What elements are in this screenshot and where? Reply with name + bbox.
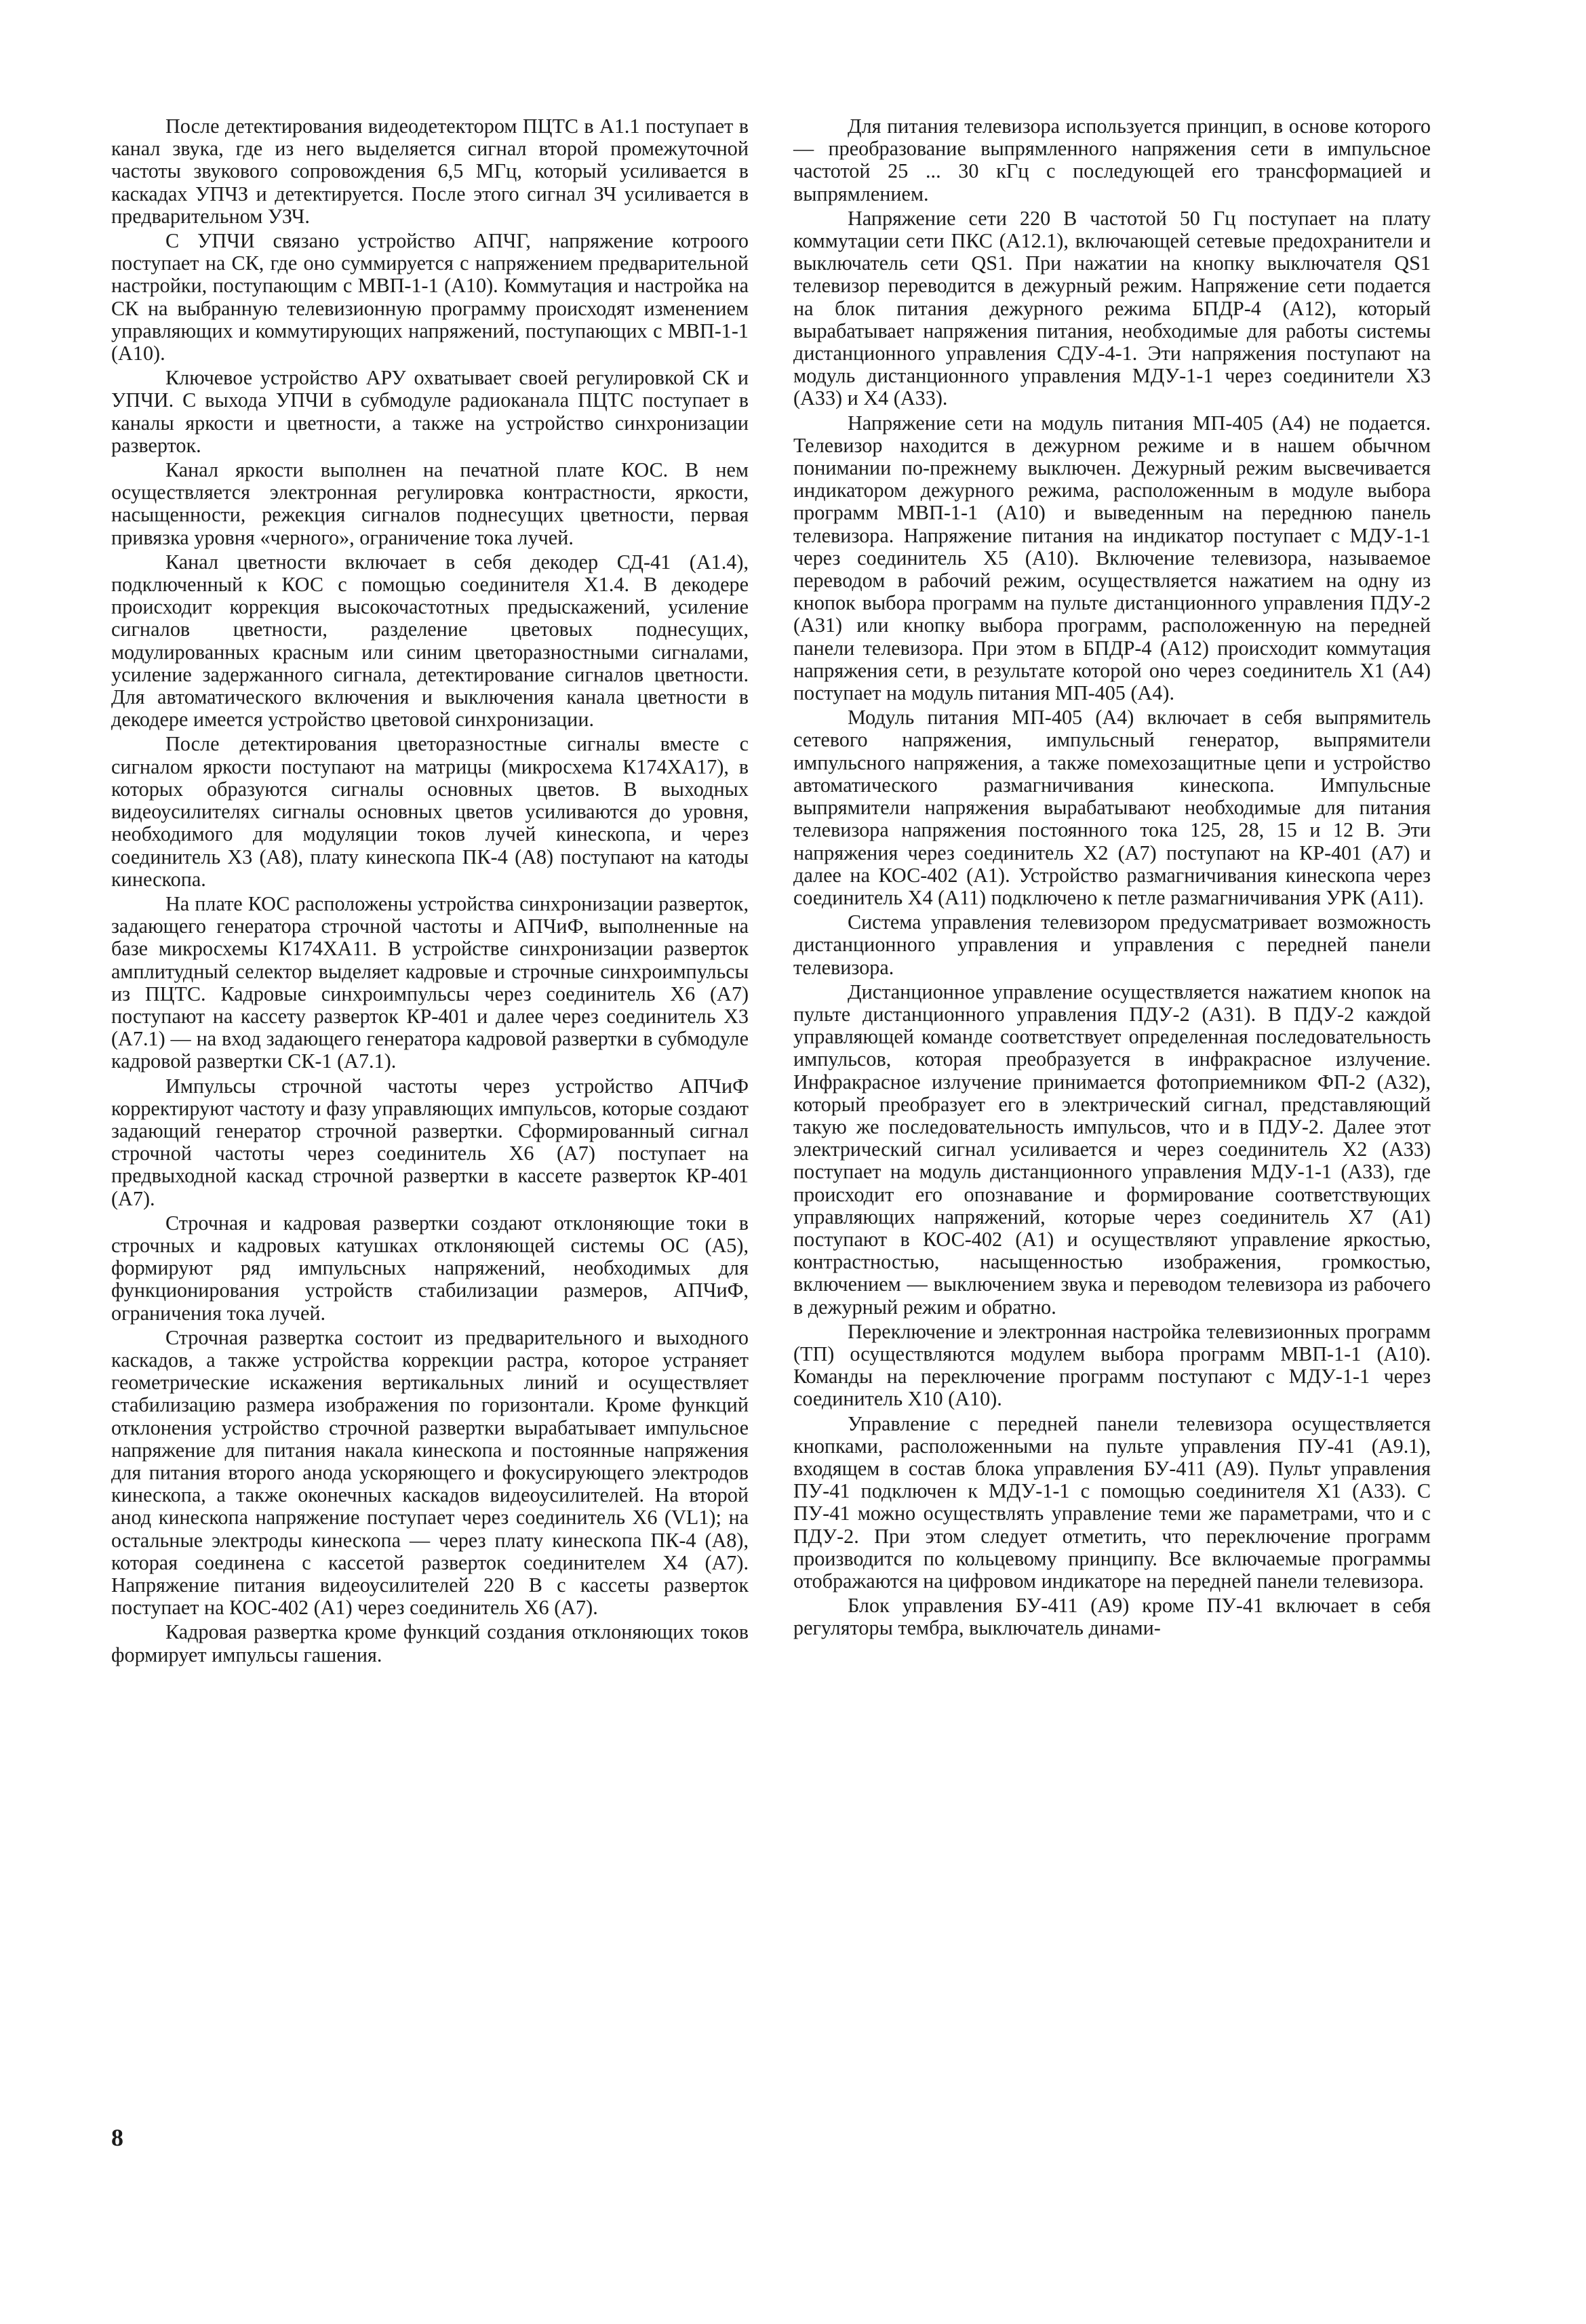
paragraph: Импульсы строчной частоты через устройство АПЧиФ корректируют частоту и фазу управляющих импульсов, которые создают задающий генератор строчной развертки. Сформированный сигнал строчной частоты через соединитель Х6 (А7) поступает на предвыходной каскад строчной развертки в кассете разверток КР-401 (А7).	[111, 1074, 749, 1210]
paragraph: Модуль питания МП-405 (А4) включает в себя выпрямитель сетевого напряжения, импульсный генератор, выпрямители импульсного напряжения, а также помехозащитные цепи и устройство автоматического размагничивания кинескопа. Импульсные выпрямители напряжения вырабатывают необходимые для питания телевизора напряжения постоянного тока 125, 28, 15 и 12 В. Эти напряжения через соединитель Х2 (А7) поступают на КР-401 (А7) и далее на КОС-402 (А1). Устройство размагничивания кинескопа через соединитель Х4 (А11) подключено к петле размагничивания УРК (А11).	[793, 706, 1431, 909]
page-number: 8	[111, 2124, 123, 2151]
paragraph: После детектирования видеодетектором ПЦТС в А1.1 поступает в канал звука, где из него выделяется сигнал второй промежуточной частоты звукового сопровождения 6,5 МГц, который усиливается в каскадах УПЧЗ и детектируется. После этого сигнал ЗЧ усиливается в предварительном УЗЧ.	[111, 115, 749, 228]
paragraph: Канал цветности включает в себя декодер СД-41 (А1.4), подключенный к КОС с помощью соединителя Х1.4. В декодере происходит коррекция высокочастотных предыскажений, усиление сигналов цветности, разделение цветовых поднесущих, модулированных красным или синим цветоразностными сигналами, усиление задержанного сигнала, детектирование сигналов цветности. Для автоматического включения и выключения канала цветности в декодере имеется устройство цветовой синхронизации.	[111, 550, 749, 732]
paragraph: Блок управления БУ-411 (А9) кроме ПУ-41 включает в себя регуляторы тембра, выключатель динами-	[793, 1594, 1431, 1640]
right-column	[793, 115, 1431, 1642]
paragraph: После детектирования цветоразностные сигналы вместе с сигналом яркости поступают на матрицы (микросхема К174ХА17), в которых образуются сигналы основных цветов. В выходных видеоусилителях сигналы основных цветов усиливаются до уровня, необходимого для модуляции токов лучей кинескопа, и через соединитель Х3 (А8), плату кинескопа ПК-4 (А8) поступают на катоды кинескопа.	[111, 732, 749, 891]
paragraph: Ключевое устройство АРУ охватывает своей регулировкой СК и УПЧИ. С выхода УПЧИ в субмодуле радиоканала ПЦТС поступает в каналы яркости и цветности, а также на устройство синхронизации разверток.	[111, 366, 749, 457]
paragraph: Строчная и кадровая развертки создают отклоняющие токи в строчных и кадровых катушках отклоняющей системы ОС (А5), формируют ряд импульсных напряжений, необходимых для функционирования устройств стабилизации размеров, АПЧиФ, ограничения тока лучей.	[111, 1211, 749, 1325]
paragraph: Переключение и электронная настройка телевизионных программ (ТП) осуществляются модулем выбора программ МВП-1-1 (А10). Команды на переключение программ поступают с МДУ-1-1 через соединитель Х10 (А10).	[793, 1319, 1431, 1411]
paragraph: На плате КОС расположены устройства синхронизации разверток, задающего генератора строчной частоты и АПЧиФ, выполненные на базе микросхемы К174ХА11. В устройстве синхронизации разверток амплитудный селектор выделяет кадровые и строчные синхроимпульсы из ПЦТС. Кадровые синхроимпульсы через соединитель Х6 (А7) поступают на кассету разверток КР-401 и далее через соединитель Х3 (А7.1) — на вход задающего генератора кадровой развертки в субмодуле кадровой развертки СК-1 (А7.1).	[111, 891, 749, 1073]
left-column	[111, 115, 749, 1668]
paragraph: Строчная развертка состоит из предварительного и выходного каскадов, а также устройства коррекции растра, которое устраняет геометрические искажения вертикальных линий и осуществляет стабилизацию размера изображения по горизонтали. Кроме функций отклонения устройство строчной развертки вырабатывает импульсное напряжение для питания накала кинескопа и постоянные напряжения для питания второго анода ускоряющего и фокусирующего электродов кинескопа, а также оконечных каскадов видеоусилителей. На второй анод кинескопа напряжение поступает через соединитель Х6 (VL1); на остальные электроды кинескопа — через плату кинескопа ПК-4 (А8), которая соединена с кассетой разверток соединителем Х4 (А7). Напряжение питания видеоусилителей 220 В с кассеты разверток поступает на КОС-402 (А1) через соединитель Х6 (А7).	[111, 1325, 749, 1620]
paragraph: Управление с передней панели телевизора осуществляется кнопками, расположенными на пульте управления ПУ-41 (А9.1), входящем в состав блока управления БУ-411 (А9). Пульт управления ПУ-41 подключен к МДУ-1-1 с помощью соединителя Х1 (А33). С ПУ-41 можно осуществлять управление теми же параметрами, что и с ПДУ-2. При этом следует отметить, что переключение программ производится по кольцевому принципу. Все включаемые программы отображаются на цифровом индикаторе на передней панели телевизора.	[793, 1411, 1431, 1592]
paragraph: Канал яркости выполнен на печатной плате КОС. В нем осуществляется электронная регулировка контрастности, яркости, насыщенности, режекция сигналов поднесущих цветности, первая привязка уровня «черного», ограничение тока лучей.	[111, 458, 749, 549]
paragraph: Кадровая развертка кроме функций создания отклоняющих токов формирует импульсы гашения.	[111, 1620, 749, 1666]
paragraph: С УПЧИ связано устройство АПЧГ, напряжение котроого поступает на СК, где оно суммируется с напряжением предварительной настройки, поступающим с МВП-1-1 (А10). Коммутация и настройка на СК на выбранную телевизионную программу происходят изменением управляющих и коммутирующих напряжений, поступающих с МВП-1-1 (А10).	[111, 229, 749, 365]
paragraph: Для питания телевизора используется принцип, в основе которого — преобразование выпрямленного напряжения сети в импульсное частотой 25 ... 30 кГц с последующей его трансформацией и выпрямлением.	[793, 115, 1431, 205]
paragraph: Система управления телевизором предусматривает возможность дистанционного управления и управления с передней панели телевизора.	[793, 910, 1431, 979]
paragraph: Напряжение сети 220 В частотой 50 Гц поступает на плату коммутации сети ПКС (А12.1), включающей сетевые предохранители и выключатель сети QS1. При нажатии на кнопку выключателя QS1 телевизор переводится в дежурный режим. Напряжение сети подается на блок питания дежурного режима БПДР-4 (А12), который вырабатывает напряжения питания, необходимые для работы системы дистанционного управления СДУ-4-1. Эти напряжения поступают на модуль дистанционного управления МДУ-1-1 через соединители Х3 (А33) и Х4 (А33).	[793, 206, 1431, 410]
paragraph: Дистанционное управление осуществляется нажатием кнопок на пульте дистанционного управления ПДУ-2 (А31). В ПДУ-2 каждой управляющей команде соответствует определенная последовательность импульсов, которая преобразуется в инфракрасное излучение. Инфракрасное излучение принимается фотоприемником ФП-2 (А32), который преобразует его в электрический сигнал, представляющий такую же последовательность импульсов, что и в ПДУ-2. Далее этот электрический сигнал усиливается и через соединитель Х2 (А33) поступает на модуль дистанционного управления МДУ-1-1 (А33), где происходит его опознавание и формирование соответствующих управляющих напряжений, которые через соединитель Х7 (А1) поступают в КОС-402 (А1) и осуществляют управление яркостью, контрастностью, насыщенностью изображения, громкостью, включением — выключением звука и переводом телевизора из рабочего в дежурный режим и обратно.	[793, 980, 1431, 1319]
paragraph: Напряжение сети на модуль питания МП-405 (А4) не подается. Телевизор находится в дежурном режиме и в нашем обычном понимании по-прежнему выключен. Дежурный режим высвечивается индикатором дежурного режима, расположенным в модуле выбора программ МВП-1-1 (А10) и выведенным на переднюю панель телевизора. Напряжение питания на индикатор поступает с МДУ-1-1 через соединитель Х5 (А10). Включение телевизора, называемое переводом в рабочий режим, осуществляется нажатием на одну из кнопок выбора программ на пульте дистанционного управления ПДУ-2 (А31) или кнопку выбора программ, расположенную на передней панели телевизора. При этом в БПДР-4 (А12) происходит коммутация напряжения сети, в результате которой оно через соединитель Х1 (А4) поступает на модуль питания МП-405 (А4).	[793, 411, 1431, 705]
